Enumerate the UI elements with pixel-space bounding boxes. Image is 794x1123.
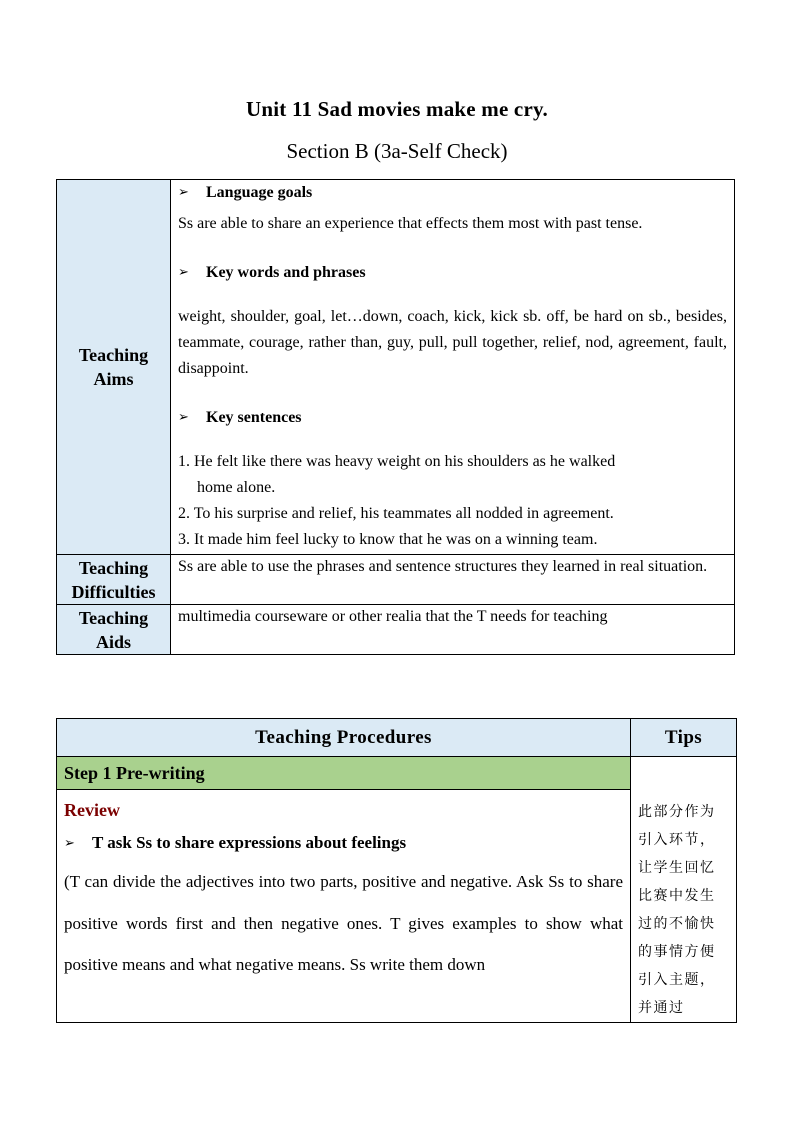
key-words-heading: ➢ Key words and phrases bbox=[178, 260, 727, 286]
teaching-aids-content: multimedia courseware or other realia that the T needs for teaching bbox=[171, 605, 735, 655]
task-item: ➢ T ask Ss to share expressions about feelings bbox=[64, 833, 407, 852]
teaching-difficulties-content: Ss are able to use the phrases and sentence structures they learned in real situation. bbox=[171, 555, 735, 605]
teaching-aims-content bbox=[171, 180, 735, 555]
review-label: Review bbox=[64, 800, 120, 820]
arrow-bullet-icon: ➢ bbox=[178, 185, 189, 200]
procedures-header: Teaching Procedures bbox=[57, 719, 631, 757]
procedure-body bbox=[57, 790, 631, 1023]
tips-cell bbox=[631, 757, 737, 1023]
teaching-aims-label: Teaching Aims bbox=[57, 180, 171, 555]
page-title: Unit 11 Sad movies make me cry. bbox=[246, 97, 548, 121]
procedure-paragraph: (T can divide the adjectives into two parts, positive and negative. Ask Ss to share positive words first and then negative ones. T gives examples to show what positive means and what negative means. Ss write them down bbox=[64, 872, 623, 974]
key-words-text: weight, shoulder, goal, let…down, coach, kick, kick sb. off, be hard on sb., besides, teammate, courage, rather than, guy, pull, pull together, relief, nod, agreement, fault, disappoint. bbox=[178, 308, 727, 377]
teaching-aids-row bbox=[57, 605, 735, 655]
arrow-bullet-icon: ➢ bbox=[64, 835, 75, 851]
language-goals-text: Ss are able to share an experience that effects them most with past tense. bbox=[178, 215, 643, 232]
arrow-bullet-icon: ➢ bbox=[178, 265, 189, 280]
step-1-heading: Step 1 Pre-writing bbox=[57, 757, 631, 790]
key-sentence-1: 1. He felt like there was heavy weight on his shoulders as he walked bbox=[178, 453, 616, 470]
teaching-procedures-table bbox=[56, 718, 737, 1023]
step-row bbox=[57, 757, 737, 790]
key-sentence-2: 2. To his surprise and relief, his teammates all nodded in agreement. bbox=[178, 505, 614, 522]
tips-header: Tips bbox=[631, 719, 737, 757]
teaching-aims-table bbox=[56, 179, 735, 655]
key-sentences-heading: ➢ Key sentences bbox=[178, 405, 727, 431]
page-subtitle: Section B (3a-Self Check) bbox=[286, 139, 508, 163]
teaching-difficulties-row bbox=[57, 555, 735, 605]
tips-text: 此部分作为引入环节，让学生回忆比赛中发生过的不愉快的事情方便引入主题，并通过 bbox=[638, 804, 716, 1016]
procedures-header-row bbox=[57, 719, 737, 757]
key-sentence-3: 3. It made him feel lucky to know that he was on a winning team. bbox=[178, 531, 598, 548]
key-sentence-1-continued: home alone. bbox=[197, 479, 276, 496]
arrow-bullet-icon: ➢ bbox=[178, 410, 189, 425]
teaching-difficulties-label: Teaching Difficulties bbox=[57, 555, 171, 605]
teaching-aims-row bbox=[57, 180, 735, 555]
teaching-aids-label: Teaching Aids bbox=[57, 605, 171, 655]
language-goals-heading: ➢ Language goals bbox=[178, 180, 727, 206]
